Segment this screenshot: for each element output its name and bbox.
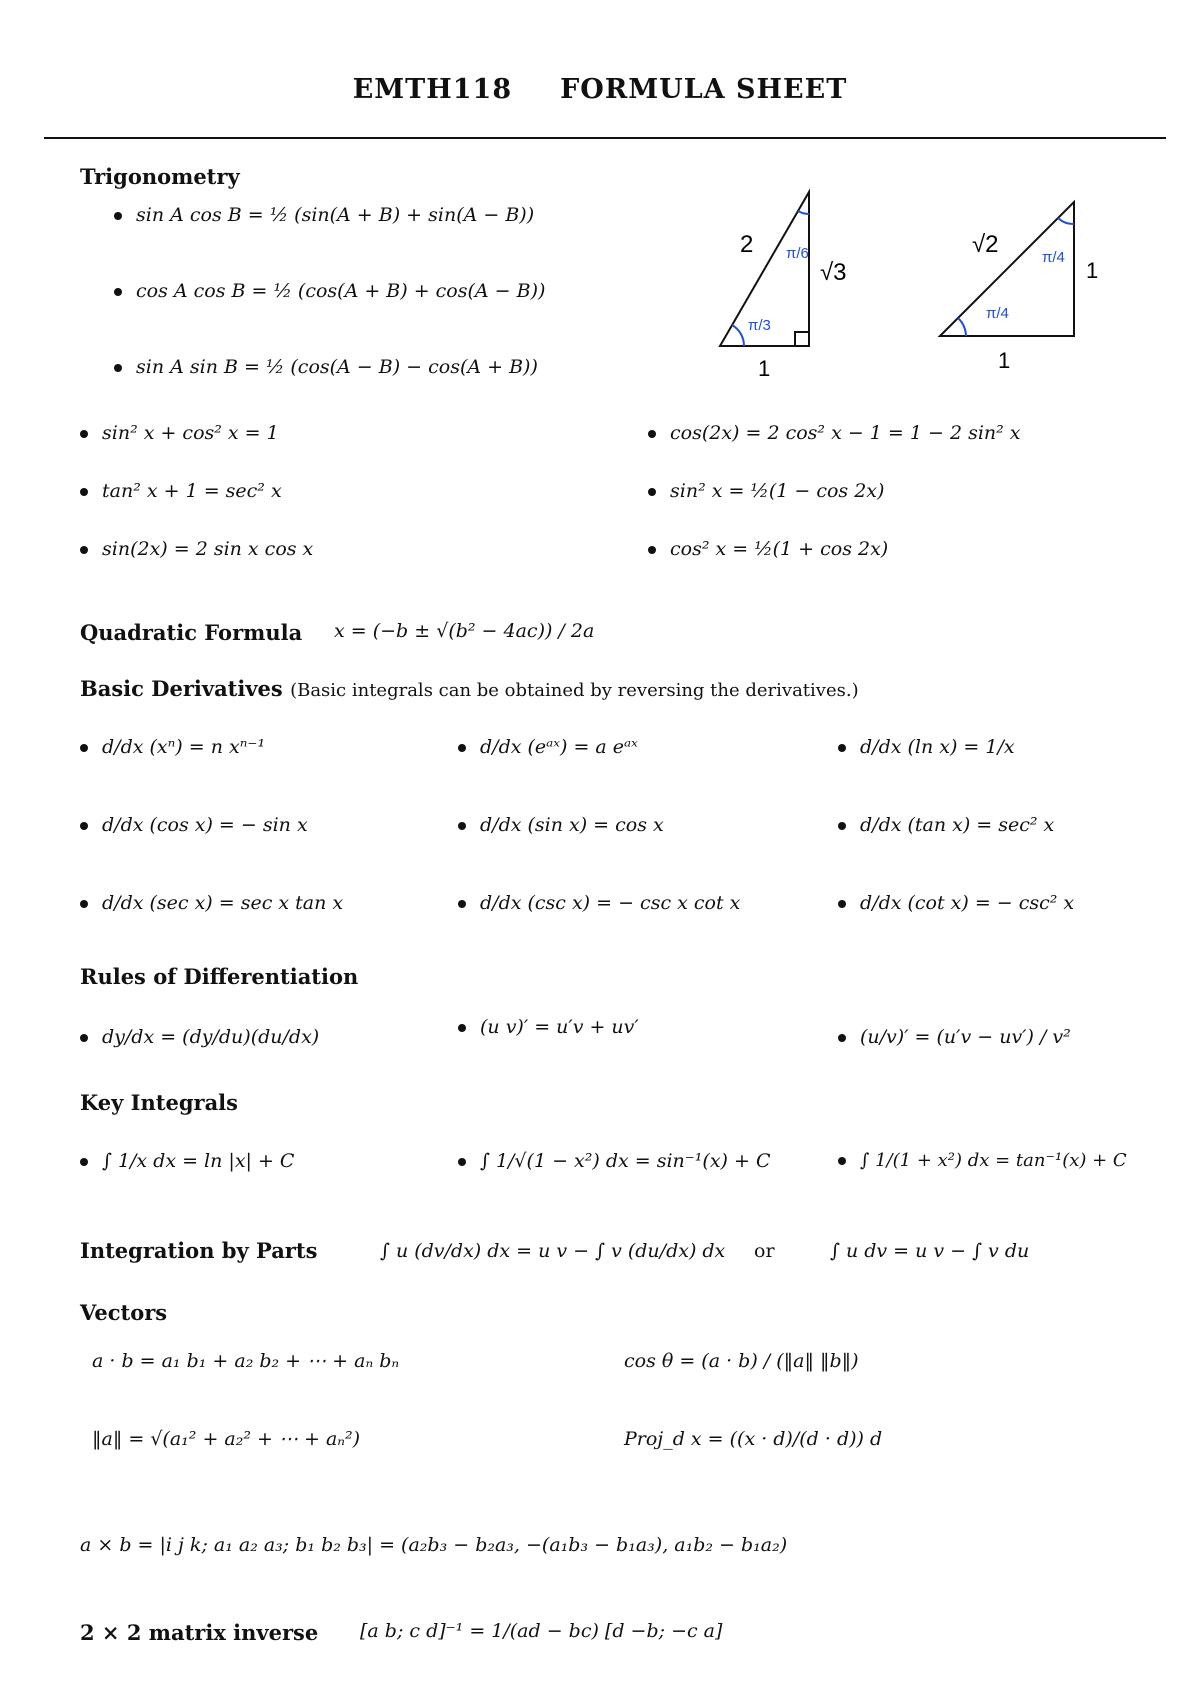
norm-formula: ‖a‖ = √(a₁² + a₂² + ⋯ + aₙ²) [92,1428,361,1450]
special-triangles-figure [700,180,1120,380]
tri2-hyp: √2 [972,231,999,258]
integral-item: ∫ 1/(1 + x²) dx = tan⁻¹(x) + C [838,1150,1127,1171]
tri2-bottom-angle: π/4 [986,305,1009,322]
tri2-vert: 1 [1086,258,1099,283]
dot-product-formula: a · b = a₁ b₁ + a₂ b₂ + ⋯ + aₙ bₙ [92,1350,400,1372]
trig-heading: Trigonometry [80,164,240,189]
parts-heading: Integration by Parts [80,1238,318,1263]
product-formula-2: cos A cos B = ½ (cos(A + B) + cos(A − B)) [114,280,545,302]
quadratic-formula: x = (−b ± √(b² − 4ac)) / 2a [334,620,595,642]
vectors-heading: Vectors [80,1300,168,1325]
identity-left-1: sin² x + cos² x = 1 [80,422,279,444]
derivative-item: d/dx (csc x) = − csc x cot x [458,892,740,914]
identity-right-1: cos(2x) = 2 cos² x − 1 = 1 − 2 sin² x [648,422,1021,444]
product-formula-3: sin A sin B = ½ (cos(A − B) − cos(A + B)) [114,356,538,378]
parts-formula: ∫ u (dv/dx) dx = u v − ∫ v (du/dx) dx [380,1240,726,1262]
rule-quotient: (u/v)′ = (u′v − uv′) / v² [838,1026,1071,1048]
product-formula-1: sin A cos B = ½ (sin(A + B) + sin(A − B)) [114,204,534,226]
cross-product-formula: a × b = |i j k; a₁ a₂ a₃; b₁ b₂ b₃| = (a₂b₃ − b₂a₃, −(a₁b₃ − b₁a₃), a₁b₂ − b₁a₂) [80,1534,788,1556]
derivative-item: d/dx (tan x) = sec² x [838,814,1054,836]
identity-left-2: tan² x + 1 = sec² x [80,480,282,502]
sheet-title: FORMULA SHEET [560,74,848,105]
derivative-item: d/dx (cos x) = − sin x [80,814,308,836]
rule-chain: dy/dx = (dy/du)(du/dx) [80,1026,319,1048]
rule-product: (u v)′ = u′v + uv′ [458,1016,639,1038]
matrix-inverse-heading: 2 × 2 matrix inverse [80,1620,319,1645]
identity-right-3: cos² x = ½(1 + cos 2x) [648,538,888,560]
page-title [0,74,1200,105]
derivative-item: d/dx (sec x) = sec x tan x [80,892,343,914]
derivatives-note: (Basic integrals can be obtained by reversing the derivatives.) [290,680,859,701]
derivative-item: d/dx (cot x) = − csc² x [838,892,1074,914]
tri1-top-angle: π/6 [786,245,809,262]
identity-right-2: sin² x = ½(1 − cos 2x) [648,480,884,502]
header-rule [44,137,1166,139]
derivative-item: d/dx (xⁿ) = n xⁿ⁻¹ [80,736,265,758]
identity-left-3: sin(2x) = 2 sin x cos x [80,538,313,560]
derivatives-heading: Basic Derivatives (Basic integrals can be obtained by reversing the derivatives.) [80,676,859,701]
derivative-item: d/dx (sin x) = cos x [458,814,664,836]
matrix-inverse-formula: [a b; c d]⁻¹ = 1/(ad − bc) [d −b; −c a] [360,1620,723,1642]
derivative-item: d/dx (ln x) = 1/x [838,736,1015,758]
integrals-heading: Key Integrals [80,1090,238,1115]
quadratic-heading: Quadratic Formula [80,620,303,645]
parts-or: or [754,1240,775,1262]
triangle-30-60-90 [720,192,847,380]
tri1-hyp: 2 [740,231,754,258]
tri1-base: 1 [758,356,771,380]
course-code: EMTH118 [352,74,513,105]
integral-item: ∫ 1/√(1 − x²) dx = sin⁻¹(x) + C [458,1150,770,1172]
integral-item: ∫ 1/x dx = ln |x| + C [80,1150,294,1172]
derivative-item: d/dx (eᵃˣ) = a eᵃˣ [458,736,638,758]
tri1-bottom-angle: π/3 [748,317,771,334]
triangle-45-45-90 [940,202,1098,373]
rules-heading: Rules of Differentiation [80,964,359,989]
cos-angle-formula: cos θ = (a · b) / (‖a‖ ‖b‖) [624,1350,859,1372]
tri2-base: 1 [998,348,1011,373]
projection-formula: Proj_d x = ((x · d)/(d · d)) d [624,1428,883,1450]
parts-formula-short: ∫ u dv = u v − ∫ v du [830,1240,1030,1262]
tri2-top-angle: π/4 [1042,249,1065,266]
tri1-vert: √3 [820,259,847,286]
